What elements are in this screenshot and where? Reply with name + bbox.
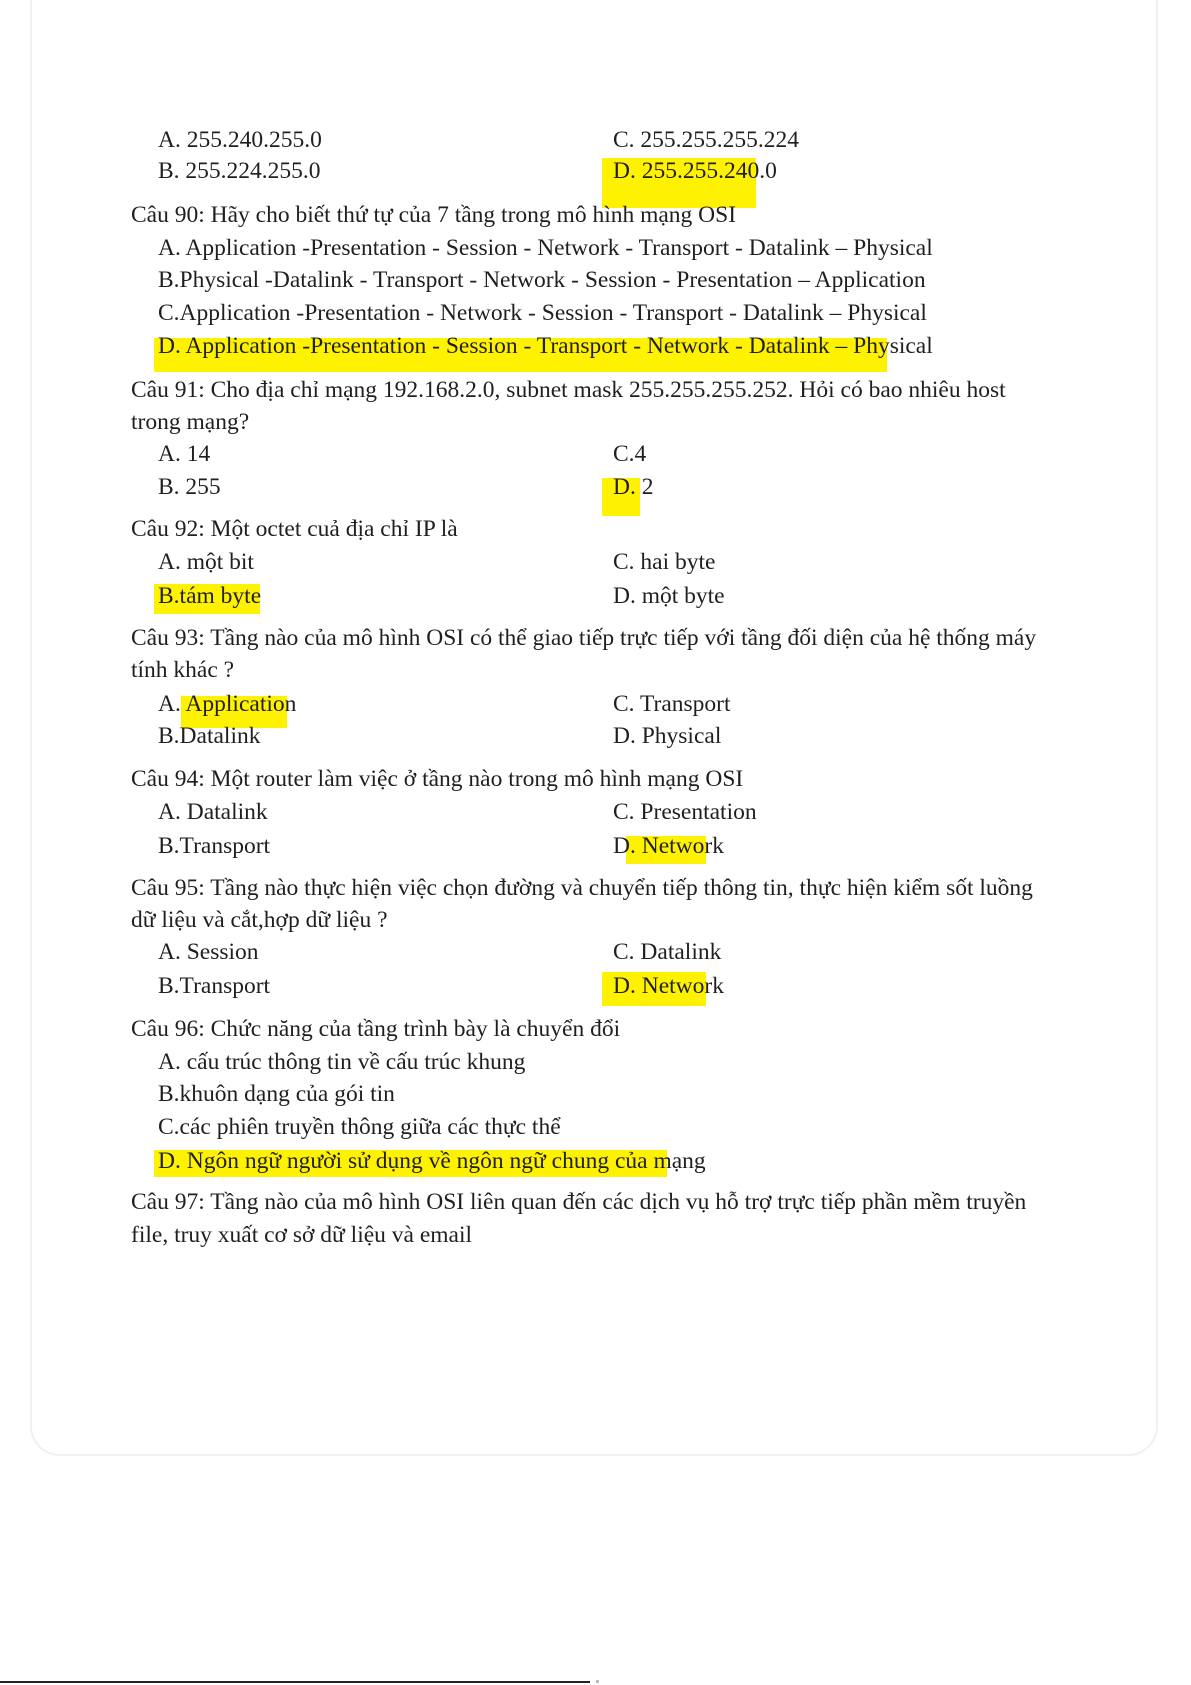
q95-option-b: B.Transport [158,973,271,999]
q93-option-d: D. Physical [613,723,722,749]
question-93-line2: tính khác ? [131,657,235,683]
q91-option-c: C.4 [613,441,647,467]
question-91-line1: Câu 91: Cho địa chỉ mạng 192.168.2.0, subnet mask 255.255.255.252. Hỏi có bao nhiêu host [131,377,1006,403]
q92-option-c: C. hai byte [613,549,716,575]
q93-option-a: A. Application [158,691,297,717]
q96-option-b: B.khuôn dạng của gói tin [158,1081,395,1107]
q96-option-a: A. cấu trúc thông tin về cấu trúc khung [158,1049,526,1075]
q96-option-c: C.các phiên truyền thông giữa các thực thể [158,1114,561,1140]
q91-option-b: B. 255 [158,474,221,500]
q93-option-c: C. Transport [613,691,731,717]
question-93-line1: Câu 93: Tầng nào của mô hình OSI có thể giao tiếp trực tiếp với tầng đối diện của hệ thống máy [131,625,1037,651]
question-95-line2: dữ liệu và cắt,hợp dữ liệu ? [131,907,388,933]
option-a: A. 255.240.255.0 [158,127,322,153]
q92-option-b: B.tám byte [158,583,262,609]
option-d: D. 255.255.240.0 [613,158,777,184]
q92-option-d: D. một byte [613,583,725,609]
question-97-line2: file, truy xuất cơ sở dữ liệu và email [131,1222,473,1248]
option-b: B. 255.224.255.0 [158,158,321,184]
q93-option-b: B.Datalink [158,723,261,749]
q91-option-a: A. 14 [158,441,211,467]
q95-option-c: C. Datalink [613,939,722,965]
q94-option-c: C. Presentation [613,799,757,825]
bottom-divider [0,1681,590,1683]
q94-option-a: A. Datalink [158,799,268,825]
q90-option-c: C.Application -Presentation - Network - Session - Transport - Datalink – Physical [158,300,927,326]
q92-option-a: A. một bit [158,549,254,575]
bottom-divider-dot [596,1680,599,1683]
q95-option-a: A. Session [158,939,259,965]
q94-option-d: D. Network [613,833,724,859]
q90-option-a: A. Application -Presentation - Session - Network - Transport - Datalink – Physical [158,235,933,261]
question-92: Câu 92: Một octet cuả địa chỉ IP là [131,516,458,542]
question-94: Câu 94: Một router làm việc ở tầng nào trong mô hình mạng OSI [131,766,744,792]
question-96: Câu 96: Chức năng của tầng trình bày là chuyển đổi [131,1016,621,1042]
q90-option-d: D. Application -Presentation - Session - Transport - Network - Datalink – Physical [158,333,933,359]
question-95-line1: Câu 95: Tầng nào thực hiện việc chọn đường và chuyển tiếp thông tin, thực hiện kiểm sốt luồng [131,875,1033,901]
option-c: C. 255.255.255.224 [613,127,800,153]
q95-option-d: D. Network [613,973,724,999]
question-91-line2: trong mạng? [131,409,250,435]
q96-option-d: D. Ngôn ngữ người sử dụng về ngôn ngữ chung của mạng [158,1148,706,1174]
question-97-line1: Câu 97: Tầng nào của mô hình OSI liên quan đến các dịch vụ hỗ trợ trực tiếp phần mềm truyền [131,1189,1027,1215]
q91-option-d: D. 2 [613,474,654,500]
question-90: Câu 90: Hãy cho biết thứ tự của 7 tầng trong mô hình mạng OSI [131,202,737,228]
q90-option-b: B.Physical -Datalink - Transport - Network - Session - Presentation – Application [158,267,926,293]
q94-option-b: B.Transport [158,833,271,859]
